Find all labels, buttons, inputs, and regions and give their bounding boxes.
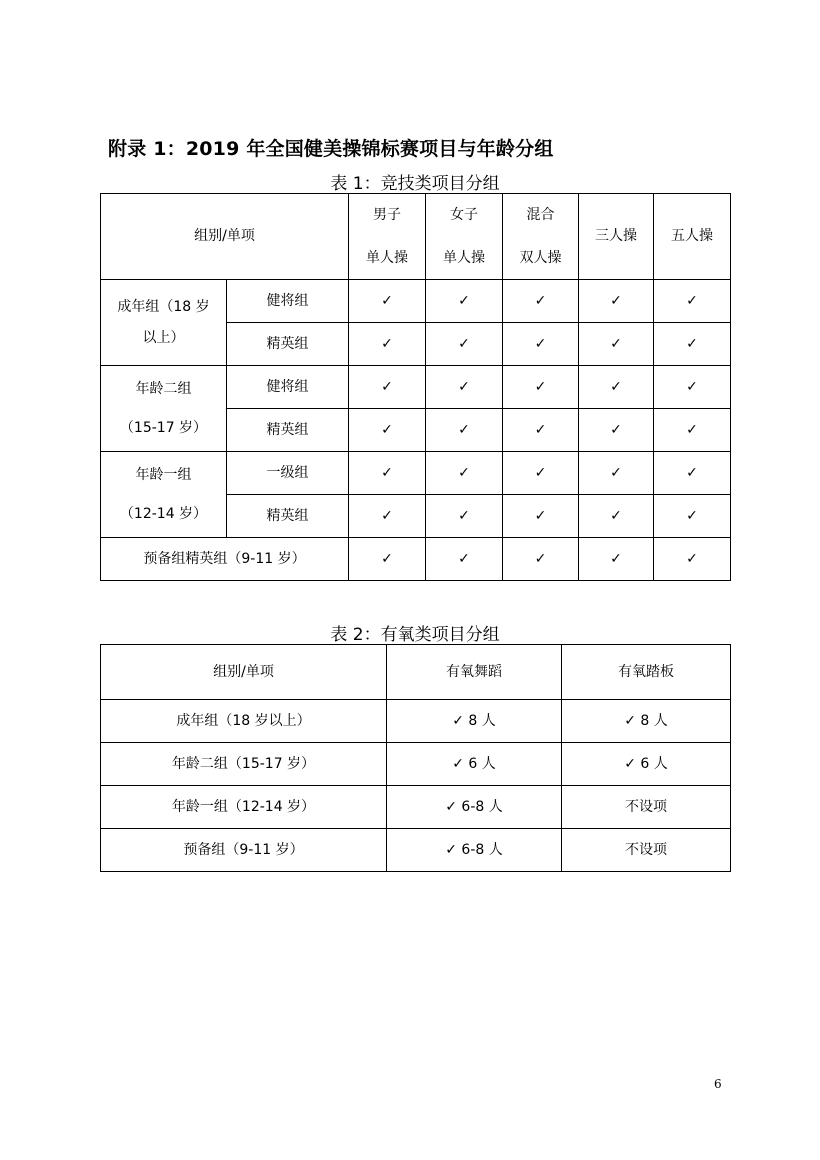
dance-cell: ✓ 6-8 人 [387, 786, 562, 829]
group-cell-preparatory: 预备组精英组（9-11 岁） [101, 538, 349, 581]
check-mark: ✓ [579, 280, 654, 323]
check-mark: ✓ [654, 366, 731, 409]
check-mark: ✓ [503, 495, 579, 538]
check-mark: ✓ [654, 538, 731, 581]
check-mark: ✓ [426, 280, 503, 323]
column-header-line: 男子 [373, 206, 401, 223]
column-header-trio: 三人操 [579, 194, 654, 280]
appendix-heading: 附录 1：2019 年全国健美操锦标赛项目与年龄分组 [108, 138, 554, 160]
check-mark: ✓ [503, 538, 579, 581]
group-label-line: 成年组（18 岁 [117, 298, 210, 315]
check-mark: ✓ [579, 495, 654, 538]
column-header-line: 混合 [526, 206, 555, 223]
check-mark: ✓ [426, 323, 503, 366]
group-label-line: （12-14 岁） [119, 505, 208, 522]
subgroup-label: 健将组 [227, 366, 349, 409]
check-mark: ✓ [426, 452, 503, 495]
group-label-line: 以上） [142, 329, 185, 346]
table1-caption: 表 1：竞技类项目分组 [330, 174, 500, 194]
page-number: 6 [714, 1077, 722, 1091]
check-mark: ✓ [579, 452, 654, 495]
check-mark: ✓ [579, 323, 654, 366]
check-mark: ✓ [654, 452, 731, 495]
check-mark: ✓ [579, 366, 654, 409]
check-mark: ✓ [349, 409, 426, 452]
dance-cell: ✓ 6 人 [387, 743, 562, 786]
column-header-mixed-pair [503, 194, 579, 280]
table-row [101, 829, 731, 872]
column-header-group: 五人操 [654, 194, 731, 280]
column-header-group: 组别/单项 [101, 645, 387, 700]
column-header-line: 单人操 [366, 249, 408, 266]
step-cell: ✓ 8 人 [562, 700, 731, 743]
table-row [101, 700, 731, 743]
check-mark: ✓ [654, 409, 731, 452]
check-mark: ✓ [349, 280, 426, 323]
group-label: 年龄一组（12-14 岁） [101, 786, 387, 829]
column-header-line: 双人操 [519, 249, 562, 266]
corner-header: 组别/单项 [101, 194, 349, 280]
group-label: 预备组（9-11 岁） [101, 829, 387, 872]
group-label-line: 年龄二组 [135, 380, 192, 397]
subgroup-label: 精英组 [227, 495, 349, 538]
column-header-line: 单人操 [443, 249, 485, 266]
table-header-row [101, 194, 731, 280]
table-row [101, 452, 731, 495]
table-row [101, 280, 731, 323]
subgroup-label: 一级组 [227, 452, 349, 495]
table-row [101, 786, 731, 829]
group-label: 成年组（18 岁以上） [101, 700, 387, 743]
check-mark: ✓ [349, 495, 426, 538]
group-label-line: 年龄一组 [135, 466, 192, 483]
competitive-events-table [100, 193, 731, 581]
column-header-womens-single [426, 194, 503, 280]
check-mark: ✓ [349, 323, 426, 366]
check-mark: ✓ [426, 366, 503, 409]
dance-cell: ✓ 6-8 人 [387, 829, 562, 872]
subgroup-label: 精英组 [227, 409, 349, 452]
step-cell: 不设项 [562, 829, 731, 872]
subgroup-label: 健将组 [227, 280, 349, 323]
group-label-line: （15-17 岁） [119, 419, 208, 436]
check-mark: ✓ [349, 366, 426, 409]
group-cell-adult [101, 280, 227, 366]
group-label: 年龄二组（15-17 岁） [101, 743, 387, 786]
check-mark: ✓ [503, 366, 579, 409]
check-mark: ✓ [654, 495, 731, 538]
check-mark: ✓ [654, 280, 731, 323]
column-header-aerobic-step: 有氧踏板 [562, 645, 731, 700]
aerobic-events-table [100, 644, 731, 872]
check-mark: ✓ [426, 409, 503, 452]
check-mark: ✓ [503, 409, 579, 452]
table2-caption: 表 2：有氧类项目分组 [330, 625, 500, 645]
check-mark: ✓ [503, 280, 579, 323]
dance-cell: ✓ 8 人 [387, 700, 562, 743]
table-header-row [101, 645, 731, 700]
column-header-line: 女子 [450, 206, 478, 223]
check-mark: ✓ [503, 323, 579, 366]
subgroup-label: 精英组 [227, 323, 349, 366]
check-mark: ✓ [654, 323, 731, 366]
check-mark: ✓ [349, 538, 426, 581]
step-cell: 不设项 [562, 786, 731, 829]
table-row [101, 538, 731, 581]
group-cell-age-2 [101, 366, 227, 452]
column-header-mens-single [349, 194, 426, 280]
group-cell-age-1 [101, 452, 227, 538]
check-mark: ✓ [503, 452, 579, 495]
check-mark: ✓ [349, 452, 426, 495]
table-row [101, 743, 731, 786]
check-mark: ✓ [579, 409, 654, 452]
check-mark: ✓ [426, 538, 503, 581]
check-mark: ✓ [426, 495, 503, 538]
column-header-aerobic-dance: 有氧舞蹈 [387, 645, 562, 700]
table-row [101, 366, 731, 409]
step-cell: ✓ 6 人 [562, 743, 731, 786]
check-mark: ✓ [579, 538, 654, 581]
